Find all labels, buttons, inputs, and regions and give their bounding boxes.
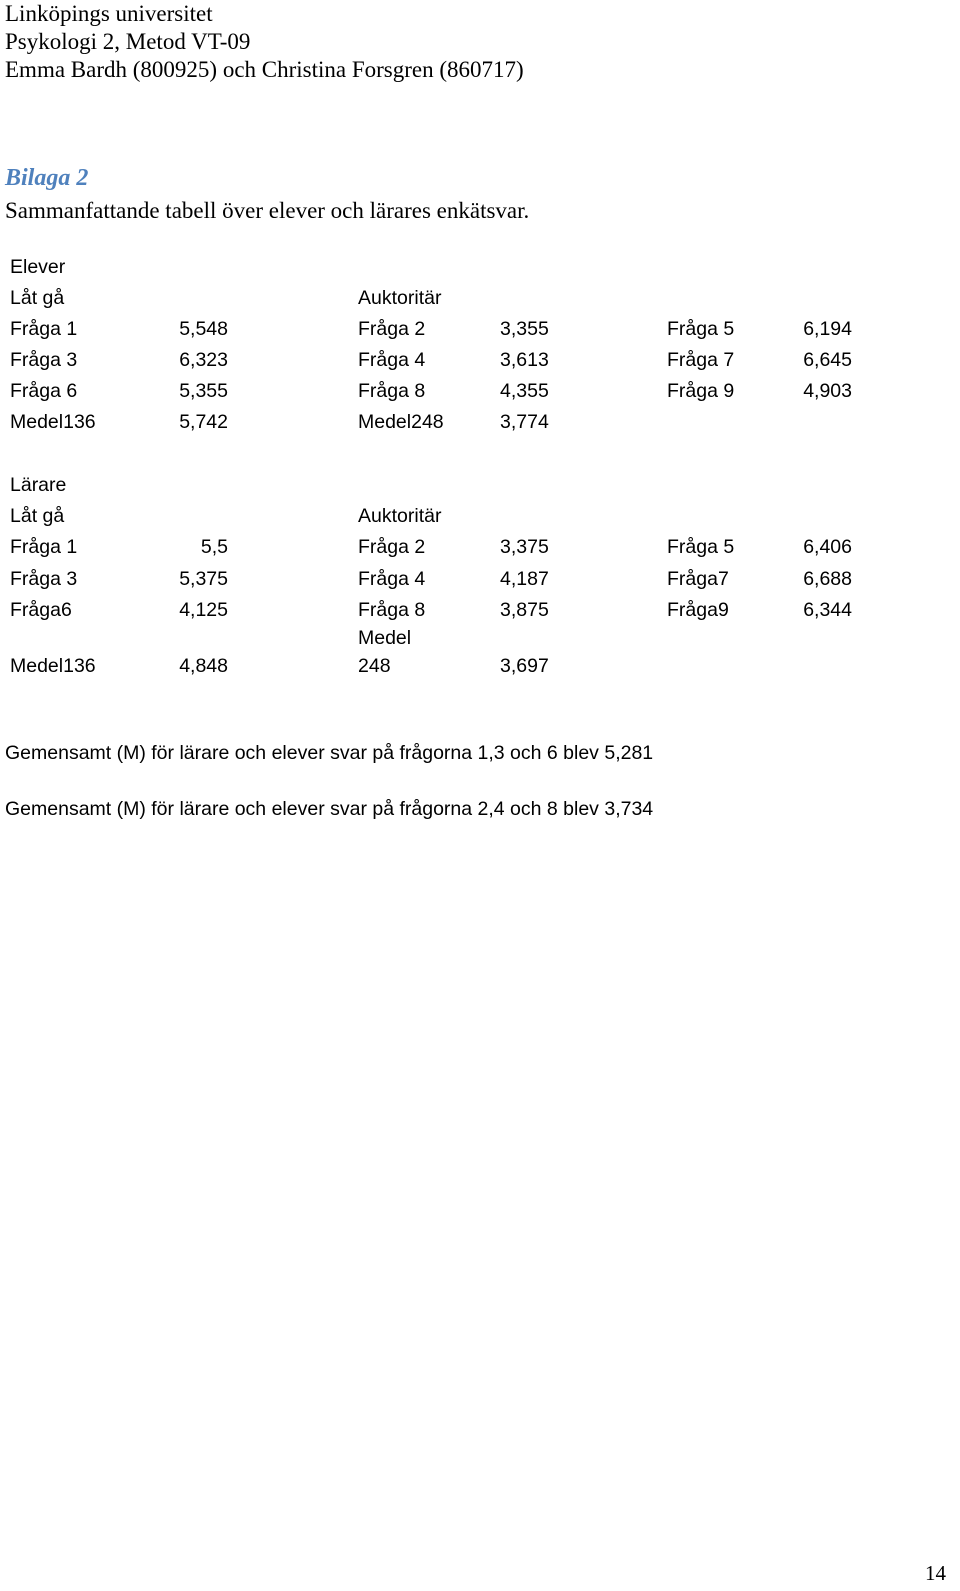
table-cell: 4,848 bbox=[179, 655, 228, 677]
table-cell: 5,5 bbox=[200, 536, 228, 558]
table-cell: 6,688 bbox=[803, 568, 852, 590]
header-university: Linköpings universitet bbox=[5, 1, 213, 26]
page-number: 14 bbox=[925, 1561, 946, 1585]
table-cell: Fråga 7 bbox=[667, 349, 735, 371]
table-cell: Fråga 6 bbox=[10, 380, 78, 402]
table-cell: 6,194 bbox=[803, 318, 852, 340]
table-cell: 3,613 bbox=[500, 349, 549, 371]
table-cell: Fråga 5 bbox=[667, 318, 735, 340]
appendix-title: Bilaga 2 bbox=[5, 165, 89, 191]
table-cell: 6,406 bbox=[803, 536, 852, 558]
table-cell: Medel136 bbox=[10, 411, 96, 433]
elever-lat-ga-heading: Låt gå bbox=[10, 287, 65, 309]
table-cell: Fråga 2 bbox=[358, 318, 426, 340]
larare-heading: Lärare bbox=[10, 474, 67, 496]
table-cell: 3,875 bbox=[500, 599, 549, 621]
table-cell: 6,645 bbox=[803, 349, 852, 371]
table-cell: Fråga 1 bbox=[10, 318, 78, 340]
table-cell: 3,355 bbox=[500, 318, 549, 340]
table-cell: 6,323 bbox=[179, 349, 228, 371]
table-cell: 4,903 bbox=[803, 380, 852, 402]
table-cell: 5,355 bbox=[179, 380, 228, 402]
summary-line-2: Gemensamt (M) för lärare och elever svar på frågorna 2,4 och 8 blev 3,734 bbox=[5, 798, 654, 820]
table-cell: Fråga6 bbox=[10, 599, 72, 621]
elever-auktoritar-heading: Auktoritär bbox=[358, 287, 442, 309]
table-cell: 248 bbox=[358, 655, 391, 677]
table-cell: Fråga 9 bbox=[667, 380, 735, 402]
table-cell: 5,742 bbox=[179, 411, 228, 433]
table-cell: Fråga 8 bbox=[358, 380, 426, 402]
larare-auktoritar-heading: Auktoritär bbox=[358, 505, 442, 527]
header-course: Psykologi 2, Metod VT-09 bbox=[5, 29, 251, 54]
table-cell: Fråga7 bbox=[667, 568, 729, 590]
table-cell: Fråga9 bbox=[667, 599, 729, 621]
table-cell: 5,548 bbox=[179, 318, 228, 340]
table-cell: 4,355 bbox=[500, 380, 549, 402]
appendix-subtitle: Sammanfattande tabell över elever och lärares enkätsvar. bbox=[5, 198, 530, 223]
table-cell: 4,187 bbox=[500, 568, 549, 590]
table-cell: Fråga 5 bbox=[667, 536, 735, 558]
larare-lat-ga-heading: Låt gå bbox=[10, 505, 65, 527]
table-cell: 3,697 bbox=[500, 655, 549, 677]
header-authors: Emma Bardh (800925) och Christina Forsgren (860717) bbox=[5, 57, 524, 82]
table-cell: Fråga 3 bbox=[10, 568, 78, 590]
table-cell: Fråga 2 bbox=[358, 536, 426, 558]
table-cell: Medel248 bbox=[358, 411, 444, 433]
table-cell: 4,125 bbox=[179, 599, 228, 621]
summary-line-1: Gemensamt (M) för lärare och elever svar på frågorna 1,3 och 6 blev 5,281 bbox=[5, 742, 654, 764]
table-cell: 3,774 bbox=[500, 411, 549, 433]
table-cell: 3,375 bbox=[500, 536, 549, 558]
table-cell: Medel bbox=[358, 627, 412, 649]
table-cell: Fråga 3 bbox=[10, 349, 78, 371]
table-cell: Fråga 4 bbox=[358, 349, 426, 371]
table-cell: Fråga 8 bbox=[358, 599, 426, 621]
table-cell: Fråga 1 bbox=[10, 536, 78, 558]
table-cell: 6,344 bbox=[803, 599, 852, 621]
elever-heading: Elever bbox=[10, 256, 66, 278]
table-cell: 5,375 bbox=[179, 568, 228, 590]
table-cell: Medel136 bbox=[10, 655, 96, 677]
table-cell: Fråga 4 bbox=[358, 568, 426, 590]
